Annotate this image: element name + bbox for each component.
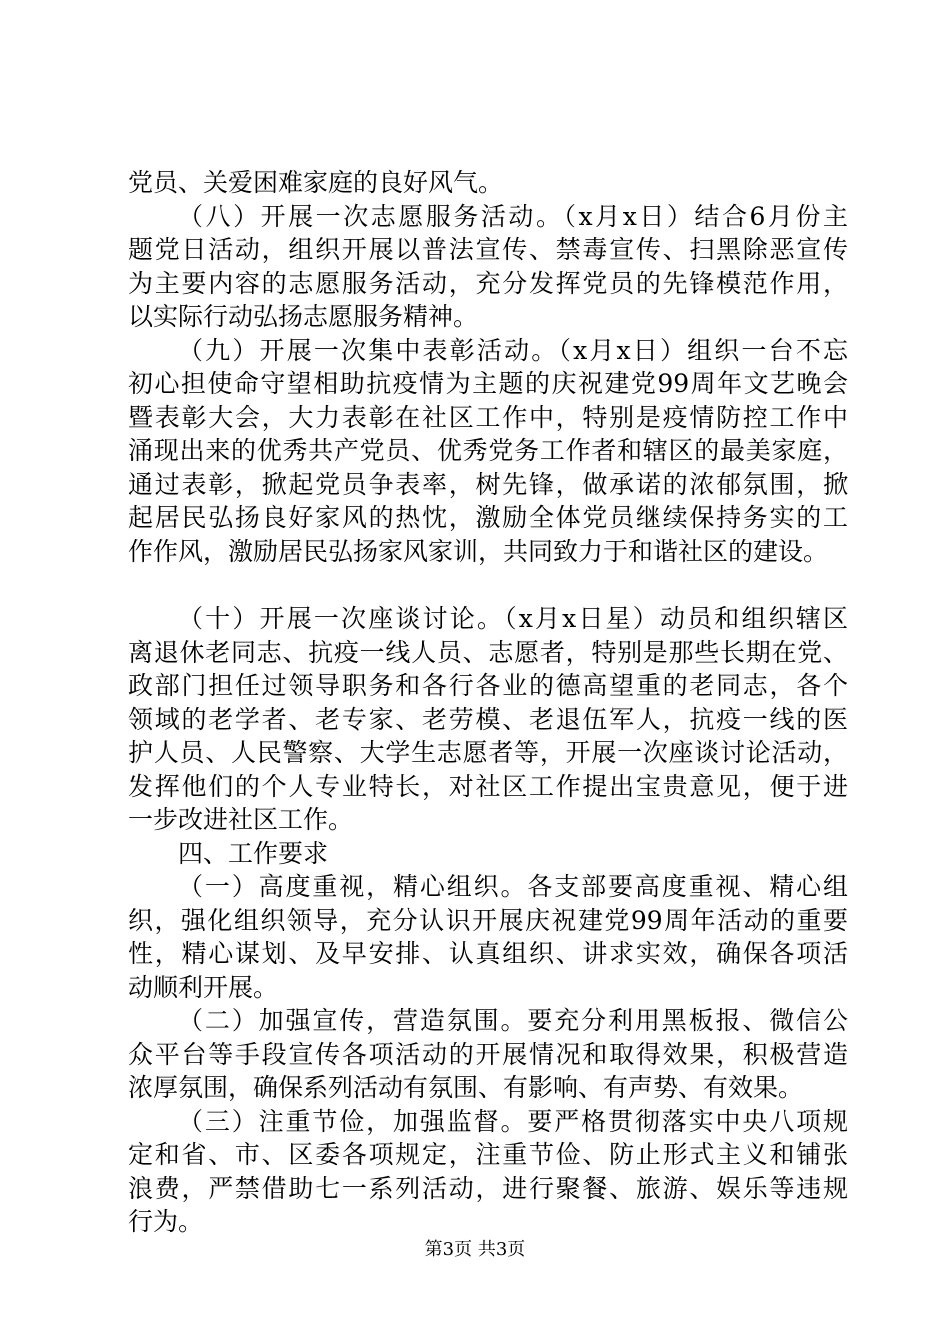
paragraph-line: 护人员、人民警察、大学生志愿者等，开展一次座谈讨论活动，	[128, 738, 848, 767]
paragraph-line: 众平台等手段宣传各项活动的开展情况和取得效果，积极营造	[128, 1039, 848, 1069]
paragraph	[128, 200, 848, 334]
paragraph-line: 起居民弘扬良好家风的热忱，激励全体党员继续保持务实的工	[128, 503, 848, 532]
paragraph-line: 织，强化组织领导，充分认识开展庆祝建党99周年活动的重要	[128, 905, 848, 935]
paragraph	[128, 334, 848, 569]
paragraph-spacer	[128, 568, 848, 602]
paragraph-line: 作作风，激励居民弘扬家风家训，共同致力于和谐社区的建设。	[128, 536, 829, 566]
paragraph-line: 暨表彰大会，大力表彰在社区工作中，特别是疫情防控工作中	[128, 402, 848, 432]
paragraph-line: 通过表彰，掀起党员争表率，树先锋，做承诺的浓郁氛围，掀	[128, 469, 848, 499]
paragraph-line: 初心担使命守望相助抗疫情为主题的庆祝建党99周年文艺晚会	[128, 369, 848, 398]
paragraph-line: 四、工作要求	[178, 838, 329, 868]
paragraph-line: 党员、关爱困难家庭的良好风气。	[128, 168, 504, 197]
paragraph-line: （十）开展一次座谈讨论。（x月x日星）动员和组织辖区	[178, 604, 848, 633]
document-body	[128, 166, 848, 1239]
paragraph-line: 定和省、市、区委各项规定，注重节俭、防止形式主义和铺张	[128, 1140, 848, 1169]
paragraph-line: 政部门担任过领导职务和各行各业的德高望重的老同志，各个	[128, 671, 848, 700]
paragraph-line: 以实际行动弘扬志愿服务精神。	[128, 302, 479, 331]
paragraph-line: 动顺利开展。	[128, 972, 279, 1002]
paragraph-line: （八）开展一次志愿服务活动。（x月x日）结合6月份主	[178, 201, 848, 231]
paragraph-line: 发挥他们的个人专业特长，对社区工作提出宝贵意见，便于进	[128, 771, 848, 801]
paragraph-line: 行为。	[128, 1207, 204, 1236]
paragraph-line: （九）开展一次集中表彰活动。（x月x日）组织一台不忘	[178, 335, 848, 365]
paragraph-line: 题党日活动，组织开展以普法宣传、禁毒宣传、扫黑除恶宣传	[128, 235, 848, 264]
paragraph-line: （一）高度重视，精心组织。各支部要高度重视、精心组	[178, 872, 848, 901]
paragraph-line: 涌现出来的优秀共产党员、优秀党务工作者和辖区的最美家庭，	[128, 436, 848, 465]
paragraph-line: 离退休老同志、抗疫一线人员、志愿者，特别是那些长期在党、	[128, 637, 848, 667]
paragraph-line: 为主要内容的志愿服务活动，充分发挥党员的先锋模范作用，	[128, 268, 848, 298]
paragraph-line: 领域的老学者、老专家、老劳模、老退伍军人，抗疫一线的医	[128, 704, 848, 734]
paragraph-line: 一步改进社区工作。	[128, 805, 354, 834]
paragraph	[128, 166, 848, 200]
paragraph-line: （三）注重节俭，加强监督。要严格贯彻落实中央八项规	[178, 1106, 848, 1136]
paragraph	[128, 870, 848, 1004]
paragraph	[128, 837, 848, 871]
paragraph-line: 性，精心谋划、及早安排、认真组织、讲求实效，确保各项活	[128, 939, 848, 968]
page-footer: 第3页 共3页	[424, 1239, 526, 1260]
paragraph	[128, 1004, 848, 1105]
paragraph	[128, 1105, 848, 1239]
paragraph-line: 浪费，严禁借助七一系列活动，进行聚餐、旅游、娱乐等违规	[128, 1173, 848, 1203]
paragraph-line: （二）加强宣传，营造氛围。要充分利用黑板报、微信公	[178, 1006, 848, 1035]
paragraph	[128, 602, 848, 837]
paragraph-line: 浓厚氛围，确保系列活动有氛围、有影响、有声势、有效果。	[128, 1073, 804, 1102]
